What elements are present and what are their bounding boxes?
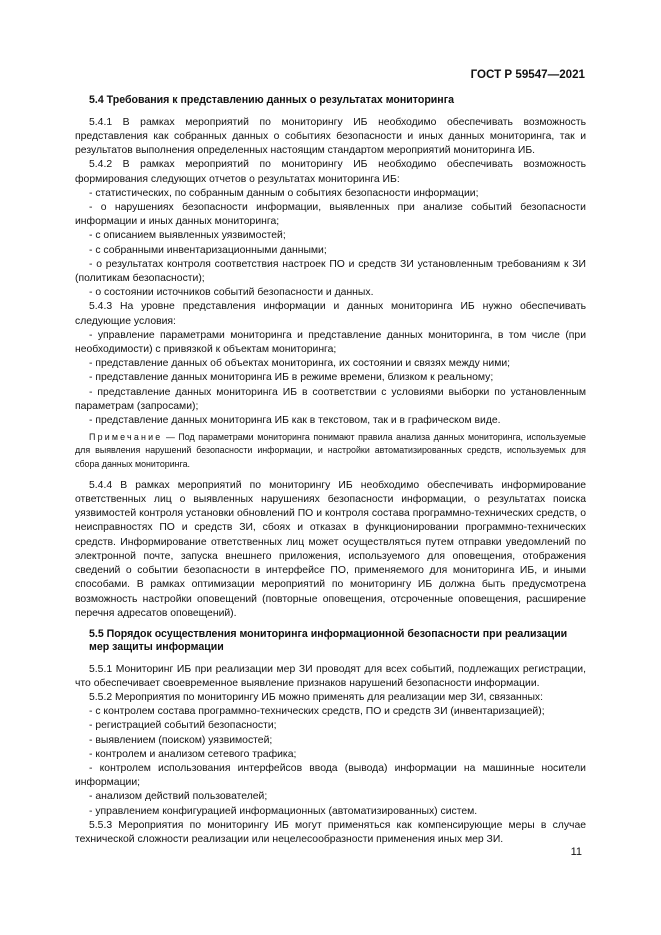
paragraph-5-4-3: 5.4.3 На уровне представления информации и данных мониторинга ИБ нужно обеспечивать следующие условия:	[75, 301, 586, 327]
list-item: - управление параметрами мониторинга и представление данных мониторинга, в том числе (при необходимости) с привязкой к объектам мониторинга;	[75, 329, 586, 356]
list-item: - выявлением (поиском) уязвимостей;	[89, 734, 273, 746]
paragraph-5-4-1: 5.4.1 В рамках мероприятий по мониторингу ИБ необходимо обеспечивать возможность представления как собранных данных о событиях безопасности и иных данных мониторинга, так и результатов выполнения определенных настоящим стандартом мероприятий мониторинга ИБ.	[75, 116, 586, 157]
list-item: - контролем использования интерфейсов ввода (вывода) информации на машинные носители информации;	[75, 762, 586, 789]
list-item: - статистических, по собранным данным о событиях безопасности информации;	[89, 187, 479, 199]
list-item: - представление данных об объектах мониторинга, их состоянии и связях между ними;	[89, 358, 511, 370]
list-item: - анализом действий пользователей;	[89, 791, 268, 803]
paragraph-5-4-2: 5.4.2 В рамках мероприятий по мониторингу ИБ необходимо обеспечивать возможность формирования следующих отчетов о результатах мониторинга ИБ:	[75, 159, 586, 185]
note-label: Примечание	[89, 432, 163, 443]
list-item: - с собранными инвентаризационными данными;	[89, 244, 327, 256]
list-item: - представление данных мониторинга ИБ как в текстовом, так и в графическом виде.	[89, 415, 501, 427]
page-number: 11	[570, 846, 582, 858]
list-item: - представление данных мониторинга ИБ в соответствии с условиями выборки по установленным параметрам (запросами);	[75, 386, 586, 412]
list-item: - о результатах контроля соответствия настроек ПО и средств ЗИ установленным требованиям к ЗИ (политикам безопасности);	[75, 258, 586, 285]
section-heading-5-5: 5.5 Порядок осуществления мониторинга информационной безопасности при реализации мер защиты информации	[89, 627, 568, 653]
list-item: - о нарушениях безопасности информации, выявленных при анализе событий безопасности информации и иных данных мониторинга;	[75, 202, 586, 228]
section-heading-5-4: 5.4 Требования к представлению данных о результатах мониторинга	[89, 94, 455, 106]
list-item: - о состоянии источников событий безопасности и данных.	[89, 287, 374, 299]
note	[75, 431, 586, 471]
list-item: - представление данных мониторинга ИБ в режиме времени, близком к реальному;	[89, 372, 494, 384]
note-text: — Под параметрами мониторинга понимают правила анализа данных мониторинга, используемые для выявления нарушений безопасности информации, и настройки автоматизированных средств, используемых для сбора данных мониторинга.	[75, 432, 586, 469]
list-item: - с описанием выявленных уязвимостей;	[89, 230, 286, 242]
standard-code: ГОСТ Р 59547—2021	[470, 68, 585, 81]
list-item: - контролем и анализом сетевого трафика;	[89, 748, 297, 760]
document-body	[75, 94, 586, 847]
paragraph-5-5-3: 5.5.3 Мероприятия по мониторингу ИБ могут применяться как компенсирующие меры в случае технической сложности реализации или нецелесообразности применения иных мер ЗИ.	[75, 819, 586, 845]
list-item: - регистрацией событий безопасности;	[89, 720, 277, 732]
paragraph-5-5-1: 5.5.1 Мониторинг ИБ при реализации мер ЗИ проводят для всех событий, подлежащих регистрации, что обеспечивает своевременное выявление признаков нарушений безопасности информации.	[75, 663, 586, 689]
list-item: - управлением конфигурацией информационных (автоматизированных) систем.	[89, 805, 478, 817]
list-item: - с контролем состава программно-технических средств, ПО и средств ЗИ (инвентаризацией);	[89, 706, 545, 718]
paragraph-5-5-2: 5.5.2 Мероприятия по мониторингу ИБ можно применять для реализации мер ЗИ, связанных:	[89, 691, 544, 703]
paragraph-5-4-4: 5.4.4 В рамках мероприятий по мониторингу ИБ необходимо обеспечивать информирование ответственных лиц о выявленных нарушениях безопасности информации, о результатах поиска уязвимостей контроля установки обновлений ПО и контроля состава программно-технических средств, о неисправностях ПО и средств ЗИ, сбоях и отказах в функционировании программно-технических средств. Информирование ответственных лиц может осуществляться путем отправки уведомлений по электронной почте, запуска внешнего приложения, используемого для оповещения, отображения сведений о событии безопасности в интерфейсе ПО, применяемого для мониторинга ИБ, и иными способами. В рамках оптимизации мероприятий по мониторингу ИБ должна быть предусмотрена возможность настройки оповещений (повторные оповещения, отсроченные оповещения, расширение перечня адресатов оповещений).	[75, 479, 586, 619]
